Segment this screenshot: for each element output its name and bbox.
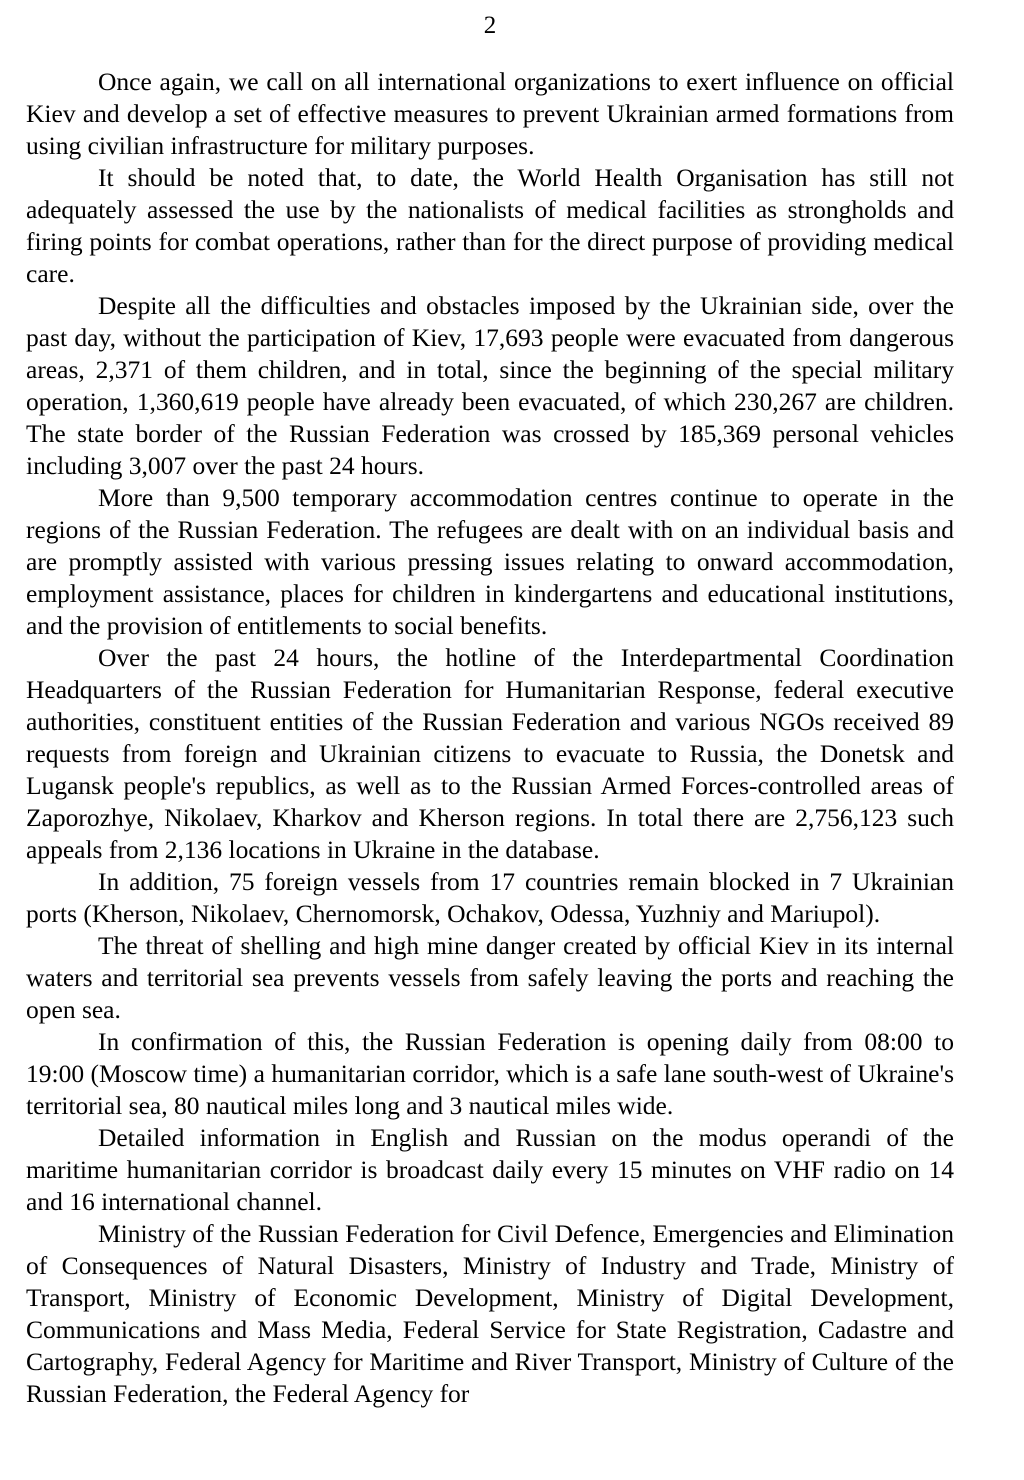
paragraph-humanitarian-corridor: In confirmation of this, the Russian Federation is opening daily from 08:00 to 19:00 (Moscow time) a humanitarian corridor, which is a safe lane south-west of Ukraine's territorial sea, 80 nautical miles long and 3 nautical miles wide. [26, 1027, 954, 1120]
paragraph-blocked-vessels: In addition, 75 foreign vessels from 17 countries remain blocked in 7 Ukrainian ports (Kherson, Nikolaev, Chernomorsk, Ochakov, Odessa, Yuzhniy and Mariupol). [26, 867, 954, 928]
paragraph-ministries: Ministry of the Russian Federation for Civil Defence, Emergencies and Elimination of Consequences of Natural Disasters, Ministry of Industry and Trade, Ministry of Transport, Ministry of Economic Development, Ministry of Digital Development, Communications and Mass Media, Federal Service for State Registration, Cadastre and Cartography, Federal Agency for Maritime and River Transport, Ministry of Culture of the Russian Federation, the Federal Agency for [26, 1219, 954, 1408]
paragraph-evacuation-figures: Despite all the difficulties and obstacles imposed by the Ukrainian side, over the past day, without the participation of Kiev, 17,693 people were evacuated from dangerous areas, 2,371 of them children, and in total, since the beginning of the special military operation, 1,360,619 people have already been evacuated, of which 230,267 are children. The state border of the Russian Federation was crossed by 185,369 personal vehicles including 3,007 over the past 24 hours. [26, 291, 954, 480]
paragraph-shelling-threat: The threat of shelling and high mine danger created by official Kiev in its internal waters and territorial sea prevents vessels from safely leaving the ports and reaching the open sea. [26, 931, 954, 1024]
paragraph-vhf-broadcast: Detailed information in English and Russian on the modus operandi of the maritime humanitarian corridor is broadcast daily every 15 minutes on VHF radio on 14 and 16 international channel. [26, 1123, 954, 1216]
page-number: 2 [483, 12, 497, 39]
paragraph-who-assessment: It should be noted that, to date, the World Health Organisation has still not adequately assessed the use by the nationalists of medical facilities as strongholds and firing points for combat operations, rather than for the direct purpose of providing medical care. [26, 163, 954, 288]
paragraph-call-on-organizations: Once again, we call on all international organizations to exert influence on official Kiev and develop a set of effective measures to prevent Ukrainian armed formations from using civilian infrastructure for military purposes. [26, 67, 954, 160]
paragraph-hotline-requests: Over the past 24 hours, the hotline of the Interdepartmental Coordination Headquarters of the Russian Federation for Humanitarian Response, federal executive authorities, constituent entities of the Russian Federation and various NGOs received 89 requests from foreign and Ukrainian citizens to evacuate to Russia, the Donetsk and Lugansk people's republics, as well as to the Russian Armed Forces-controlled areas of Zaporozhye, Nikolaev, Kharkov and Kherson regions. In total there are 2,756,123 such appeals from 2,136 locations in Ukraine in the database. [26, 643, 954, 864]
paragraph-accommodation-centres: More than 9,500 temporary accommodation centres continue to operate in the regions of the Russian Federation. The refugees are dealt with on an individual basis and are promptly assisted with various pressing issues relating to onward accommodation, employment assistance, places for children in kindergartens and educational institutions, and the provision of entitlements to social benefits. [26, 483, 954, 640]
document-body [26, 66, 954, 1410]
